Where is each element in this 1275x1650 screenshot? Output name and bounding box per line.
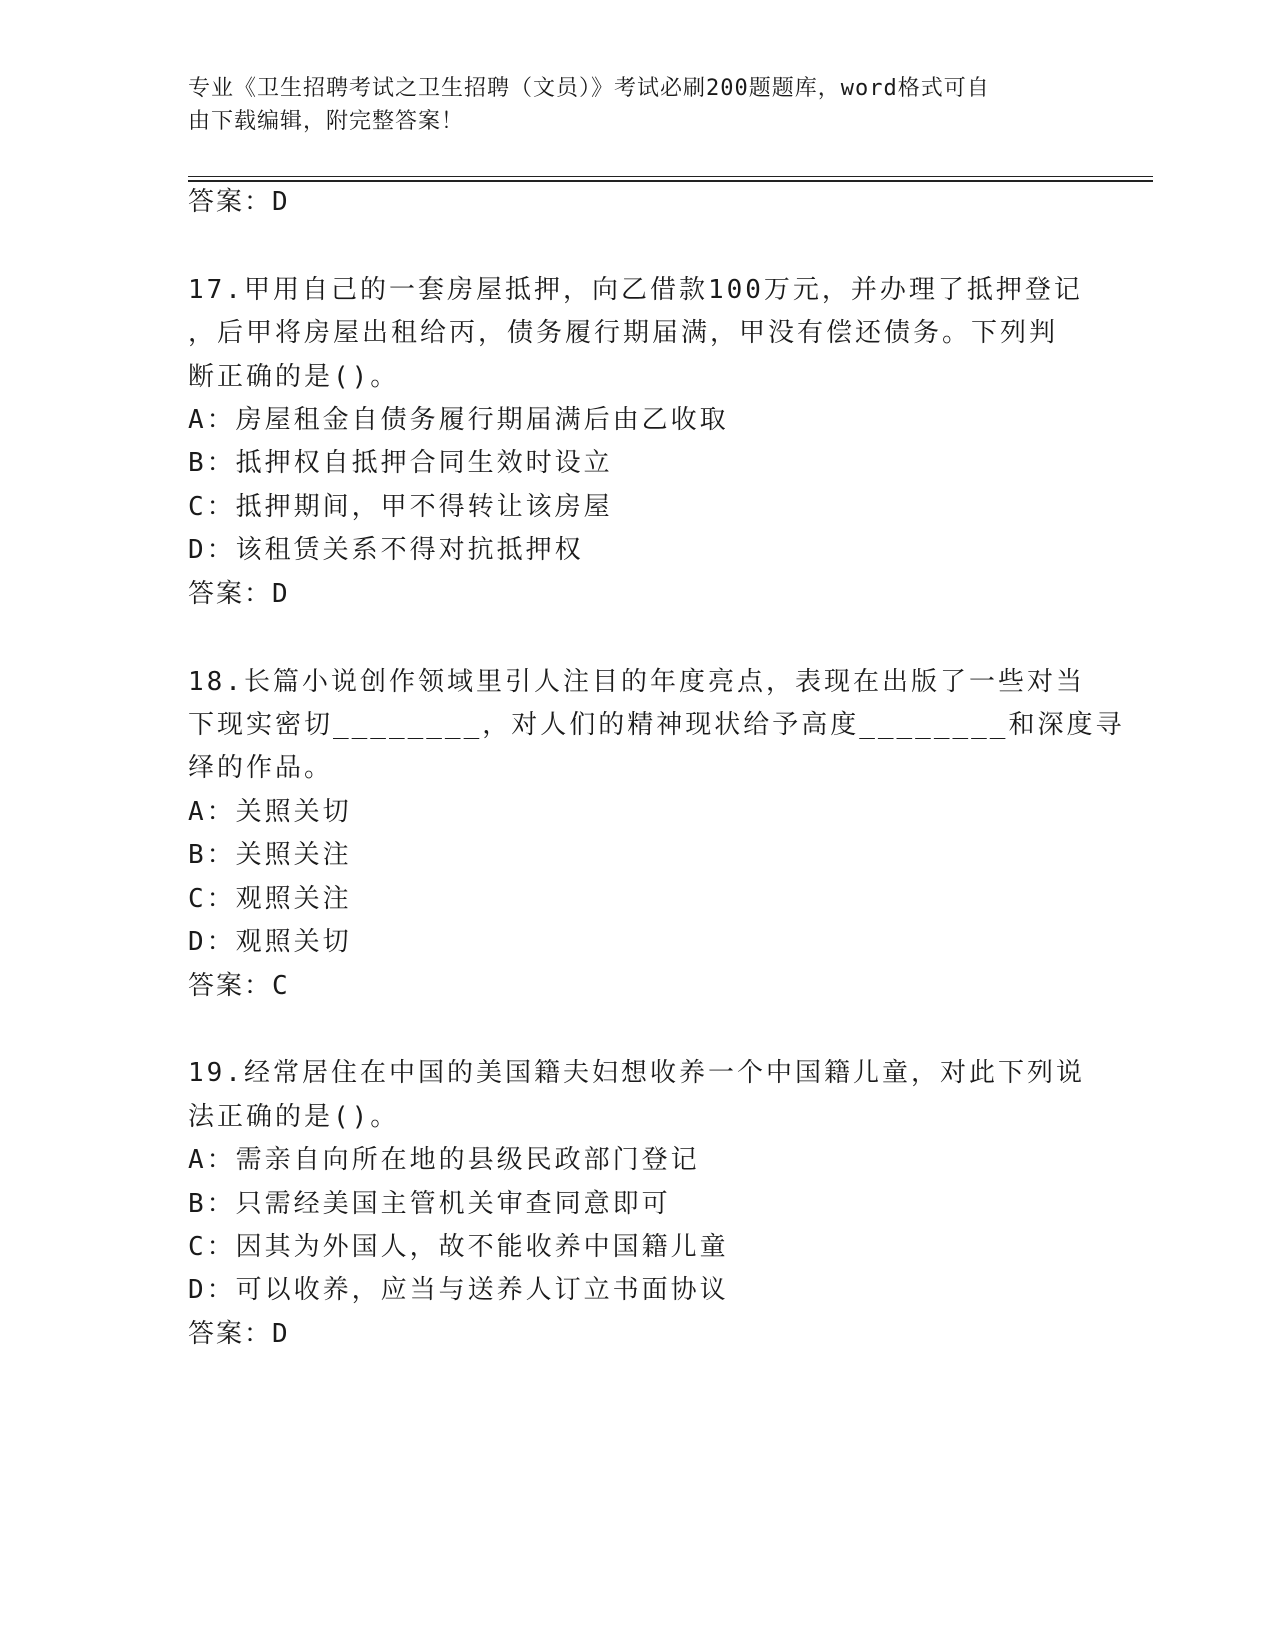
question-18-stem-line-3: 绎的作品。 [188, 753, 334, 783]
page-header [188, 72, 1068, 138]
question-17-option-c: C：抵押期间，甲不得转让该房屋 [188, 492, 613, 522]
question-18-option-d: D：观照关切 [188, 927, 352, 957]
question-17-stem-line-2: ，后甲将房屋出租给丙，债务履行期届满，甲没有偿还债务。下列判 [188, 318, 1059, 348]
question-19-option-c: C：因其为外国人，故不能收养中国籍儿童 [188, 1232, 729, 1262]
question-19-option-d: D：可以收养，应当与送养人订立书面协议 [188, 1275, 729, 1305]
question-18-option-c: C：观照关注 [188, 884, 352, 914]
question-18-option-b: B：关照关注 [188, 840, 352, 870]
previous-answer: 答案：D [188, 187, 290, 217]
question-17-option-d: D：该租赁关系不得对抗抵押权 [188, 535, 584, 565]
header-line-2: 由下载编辑，附完整答案！ [188, 109, 465, 134]
question-17-stem-line-1: 17.甲用自己的一套房屋抵押，向乙借款100万元，并办理了抵押登记 [188, 275, 1083, 305]
header-divider [188, 176, 1153, 182]
question-17-option-a: A：房屋租金自债务履行期届满后由乙收取 [188, 405, 729, 435]
question-19-option-b: B：只需经美国主管机关审查同意即可 [188, 1189, 671, 1219]
question-17-answer: 答案：D [188, 579, 290, 609]
header-line-1: 专业《卫生招聘考试之卫生招聘（文员）》考试必刷200题题库，word格式可自 [188, 76, 990, 101]
question-18-option-a: A：关照关切 [188, 797, 352, 827]
question-18-stem-line-2: 下现实密切________，对人们的精神现状给予高度________和深度寻 [188, 710, 1125, 740]
question-19-stem-line-1: 19.经常居住在中国的美国籍夫妇想收养一个中国籍儿童，对此下列说 [188, 1058, 1085, 1088]
question-18-answer: 答案：C [188, 971, 290, 1001]
question-19-stem-line-2: 法正确的是()。 [188, 1102, 400, 1132]
question-19-option-a: A：需亲自向所在地的县级民政部门登记 [188, 1145, 700, 1175]
question-19-answer: 答案：D [188, 1319, 290, 1349]
question-17-option-b: B：抵押权自抵押合同生效时设立 [188, 448, 613, 478]
question-17-stem-line-3: 断正确的是()。 [188, 362, 400, 392]
question-18-stem-line-1: 18.长篇小说创作领域里引人注目的年度亮点，表现在出版了一些对当 [188, 667, 1085, 697]
